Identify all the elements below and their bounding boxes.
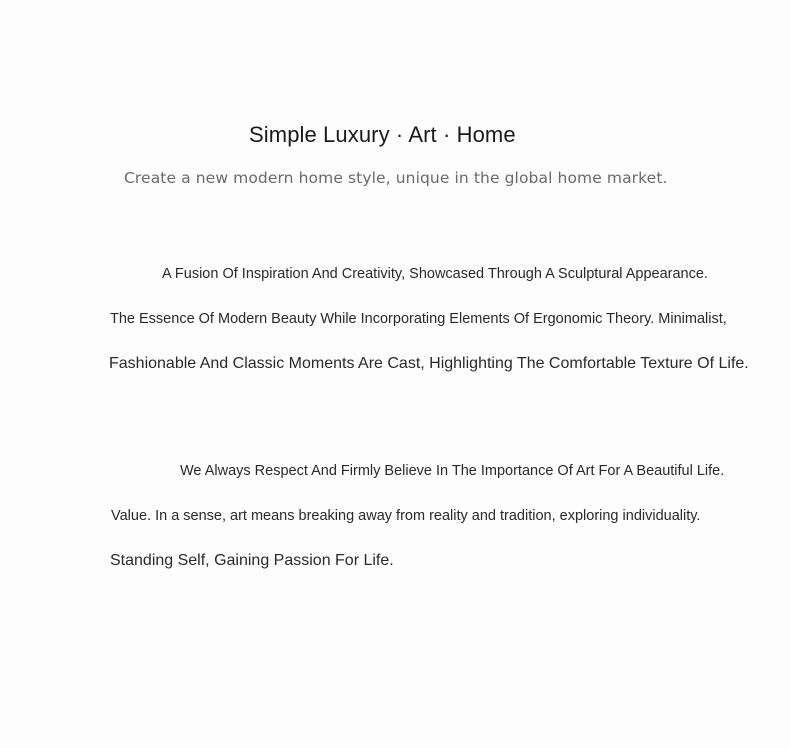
philosophy-paragraph-line: Value. In a sense, art means breaking away from reality and tradition, exploring individuality.	[111, 508, 701, 524]
page-title: Simple Luxury · Art · Home	[249, 122, 516, 147]
intro-paragraph-line: Fashionable And Classic Moments Are Cast, Highlighting The Comfortable Texture Of Life.	[109, 355, 749, 372]
page-subtitle: Create a new modern home style, unique in the global home market.	[124, 169, 668, 187]
philosophy-paragraph-line: We Always Respect And Firmly Believe In The Importance Of Art For A Beautiful Life.	[180, 463, 725, 479]
intro-paragraph-line: A Fusion Of Inspiration And Creativity, Showcased Through A Sculptural Appearance.	[162, 266, 708, 282]
philosophy-paragraph-line: Standing Self, Gaining Passion For Life.	[110, 552, 394, 569]
intro-paragraph-line: The Essence Of Modern Beauty While Incorporating Elements Of Ergonomic Theory. Minimalist,	[110, 311, 727, 327]
